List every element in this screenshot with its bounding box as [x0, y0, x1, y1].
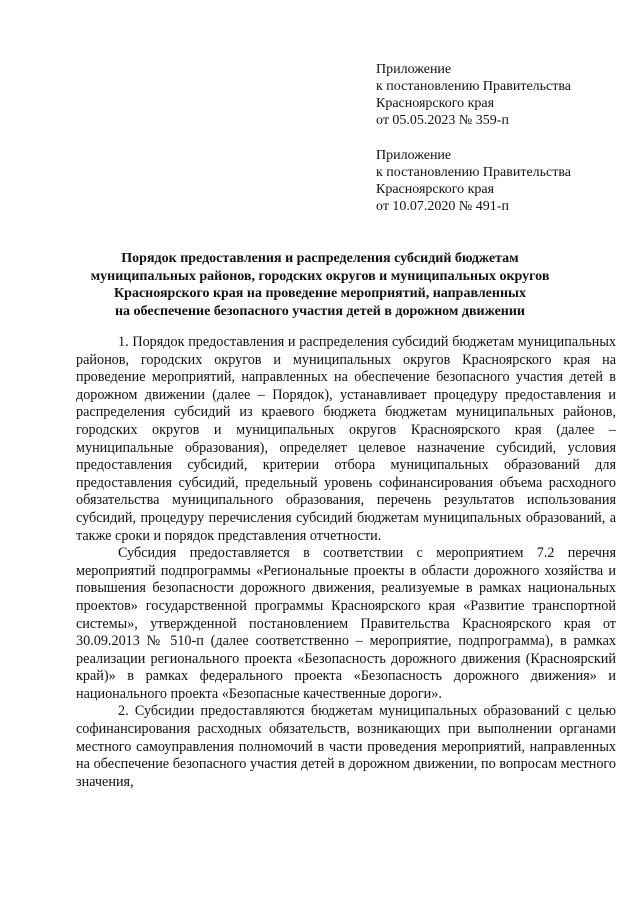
- appendix-resolution-line: к постановлению Правительства: [376, 79, 572, 94]
- paragraph-3: 2. Субсидии предоставляются бюджетам муниципальных образований с целью софинансирования расходных обязательств, возникающих при выполнении органами местного самоуправления полномочий в части проведения мероприятий, направленных на обеспечение безопасного участия детей в дорожном движении, по вопросам местного значения,: [76, 703, 616, 790]
- appendix-header-current: [376, 61, 626, 129]
- title-line: на обеспечение безопасного участия детей в дорожном движении: [114, 303, 526, 319]
- document-title: [20, 250, 620, 320]
- appendix-region-line: Красноярского края: [376, 182, 495, 197]
- appendix-label: Приложение: [376, 148, 452, 163]
- paragraph-1: 1. Порядок предоставления и распределения субсидий бюджетам муниципальных районов, городских округов и муниципальных округов Красноярского края на проведение мероприятий, направленных на обеспечение безопасного участия детей в дорожном движении (далее – Порядок), устанавливает процедуру предоставления и распределения субсидий из краевого бюджета бюджетам муниципальных районов, городских округов и муниципальных округов Красноярского края (далее – муниципальные образования), определяет целевое назначение субсидий, условия предоставления субсидий, критерии отбора муниципальных образований для предоставления субсидий, предельный уровень софинансирования объема расходного обязательства муниципального образования, перечень результатов использования субсидий, процедуру перечисления субсидий бюджетам муниципальных образований, а также сроки и порядок представления отчетности.: [76, 334, 616, 544]
- appendix-header-original: [376, 147, 626, 215]
- appendix-region-line: Красноярского края: [376, 96, 495, 111]
- appendix-date-number: от 05.05.2023 № 359-п: [376, 113, 509, 128]
- appendix-resolution-line: к постановлению Правительства: [376, 165, 572, 180]
- paragraph-2: Субсидия предоставляется в соответствии с мероприятием 7.2 перечня мероприятий подпрограммы «Региональные проекты в области дорожного хозяйства и повышения безопасности дорожного движения, реализуемые в рамках национальных проектов» государственной программы Красноярского края «Развитие транспортной системы», утвержденной постановлением Правительства Красноярского края от 30.09.2013 № 510-п (далее соответственно – мероприятие, подпрограмма), в рамках реализации регионального проекта «Безопасность дорожного движения (Красноярский край)» в рамках федерального проекта «Безопасность дорожного движения» и национального проекта «Безопасные качественные дороги».: [76, 545, 616, 702]
- appendix-date-number: от 10.07.2020 № 491-п: [376, 199, 509, 214]
- title-line: Красноярского края на проведение мероприятий, направленных: [114, 286, 526, 301]
- document-body: [76, 334, 616, 791]
- title-line: Порядок предоставления и распределения субсидий бюджетам: [121, 251, 519, 266]
- title-line: муниципальных районов, городских округов и муниципальных округов: [90, 268, 550, 284]
- appendix-label: Приложение: [376, 62, 452, 77]
